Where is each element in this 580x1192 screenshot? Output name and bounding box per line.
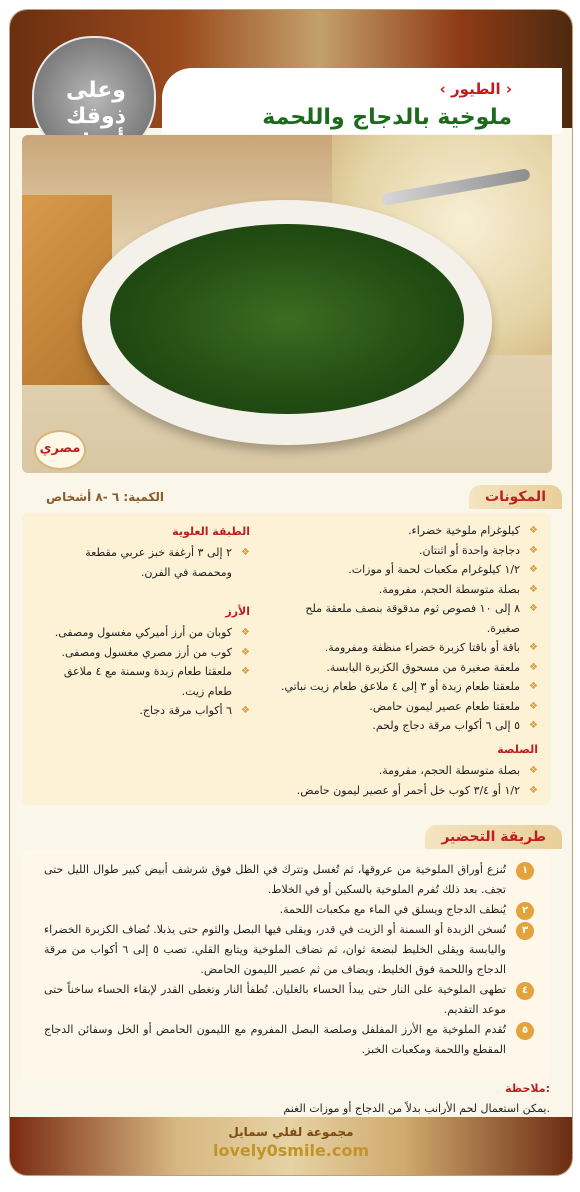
rice-heading: الأرز	[225, 605, 250, 618]
rice-list	[42, 623, 250, 721]
top-layer-list	[42, 543, 250, 582]
list-item: ❖ ١/٢ كيلوغرام مكعبات لحمة أو موزات.	[274, 560, 538, 580]
list-item: ❖ دجاجة واحدة أو اثنتان.	[274, 541, 538, 561]
step-number: ٥	[516, 1022, 534, 1040]
note-heading: ملاحظة:	[505, 1082, 550, 1095]
list-item: ❖ ٨ إلى ١٠ فصوص ثوم مدقوقة بنصف ملعقة ملح صغيرة.	[274, 599, 538, 638]
footer-url-link[interactable]: lovely0smile.com	[212, 1141, 370, 1160]
method-step	[44, 920, 532, 980]
list-item: ❖ ملعقة صغيرة من مسحوق الكزبرة اليابسة.	[274, 658, 538, 678]
list-item: ❖ ملعقتا طعام زبدة وسمنة مع ٤ ملاعق طعام زيت.	[42, 662, 250, 701]
main-ingredients-list	[274, 521, 538, 736]
breadcrumb[interactable]: ‹ الطيور ›	[439, 80, 512, 98]
step-number: ٣	[516, 922, 534, 940]
method-step	[44, 900, 532, 920]
footer-banner	[10, 1117, 572, 1175]
molokhia-soup	[110, 224, 464, 414]
step-number: ٢	[516, 902, 534, 920]
recipe-card	[9, 9, 573, 1176]
method-step	[44, 1020, 532, 1060]
step-text: تطهى الملوخية على النار حتى يبدأ الحساء بالغليان. تُطفأ النار وتغطى القدر لإبقاء الحساء ساخناً حتى موعد التقديم.	[44, 983, 506, 1016]
list-item: ❖ ٦ أكواب مرقة دجاج.	[42, 701, 250, 721]
list-item: ❖ كوبان من أرز أميركي مغسول ومصفى.	[42, 623, 250, 643]
list-item: ❖ كيلوغرام ملوخية خضراء.	[274, 521, 538, 541]
method-step	[44, 980, 532, 1020]
ingredients-box	[22, 513, 550, 805]
top-layer-heading: الطبقة العلوية	[172, 525, 250, 538]
list-item: ❖ كوب من أرز مصري مغسول ومصفى.	[42, 643, 250, 663]
cuisine-badge: مصري	[34, 430, 86, 470]
step-text: تُسخن الزبدة أو السمنة أو الزيت في قدر، ويقلى فيها البصل والثوم حتى يذبلا. تُضاف الكزبرة الخضراء واليابسة ويقلى الخليط لبضعة ثوان، ثم تضاف الملوخية ويتابع القلي. تصب ٥ إلى ٦ أكواب من مرقة الدجاج واللحمة فوق الخليط، ويضاف من ثم عصير الليمون الحامض.	[44, 923, 506, 976]
soup-bowl	[82, 200, 492, 445]
step-text: تُقدم الملوخية مع الأرز المفلفل وصلصة البصل المفروم مع الليمون الحامض أو الخل وسفائن الدجاج المقطع واللحمة ومكعبات الخبز.	[44, 1023, 506, 1056]
list-item: ❖ باقة أو باقتا كزبرة خضراء منظفة ومفرومة.	[274, 638, 538, 658]
method-step	[44, 860, 532, 900]
list-item: ❖ ملعقتا طعام زبدة أو ٣ إلى ٤ ملاعق طعام زيت نباتي.	[274, 677, 538, 697]
list-item: ❖ ١/٢ أو ٣/٤ كوب خل أحمر أو عصير ليمون حامض.	[138, 781, 538, 801]
salsa-list	[138, 761, 538, 800]
page-title: ملوخية بالدجاج واللحمة	[262, 105, 512, 130]
step-text: تُنزع أوراق الملوخية من عروقها، ثم تُغسل وتترك في الظل فوق شرشف أبيض كبير طوال الليل حتى تجف. بعد ذلك تُفرم الملوخية بالسكين أو في الخلاط.	[44, 863, 506, 896]
list-item: ❖ بصلة متوسطة الحجم، مفرومة.	[274, 580, 538, 600]
quantity-label: الكمية: ٦ -٨ أشخاص	[46, 490, 165, 504]
step-number: ١	[516, 862, 534, 880]
method-tab: طريقة التحضير	[425, 825, 562, 849]
step-number: ٤	[516, 982, 534, 1000]
dish-photo	[22, 135, 552, 473]
footer-group-name: مجموعة لفلي سمايل	[228, 1125, 354, 1139]
logo-text: وعلى ذوقك	[66, 78, 126, 129]
salsa-heading: الصلصة	[497, 743, 538, 756]
list-item: ❖ ملعقتا طعام عصير ليمون حامض.	[274, 697, 538, 717]
list-item: ❖ ٢ إلى ٣ أرغفة خبز عربي مقطعة ومحمصة في الفرن.	[42, 543, 250, 582]
note-text: يمكن استعمال لحم الأرانب بدلاً من الدجاج أو موزات الغنم.	[283, 1102, 550, 1115]
method-box	[22, 850, 550, 1080]
list-item: ❖ بصلة متوسطة الحجم، مفرومة.	[138, 761, 538, 781]
list-item: ❖ ٥ إلى ٦ أكواب مرقة دجاج ولحم.	[274, 716, 538, 736]
ingredients-tab: المكونات	[469, 485, 562, 509]
step-text: يُنظف الدجاج ويسلق في الماء مع مكعبات اللحمة.	[279, 903, 506, 916]
